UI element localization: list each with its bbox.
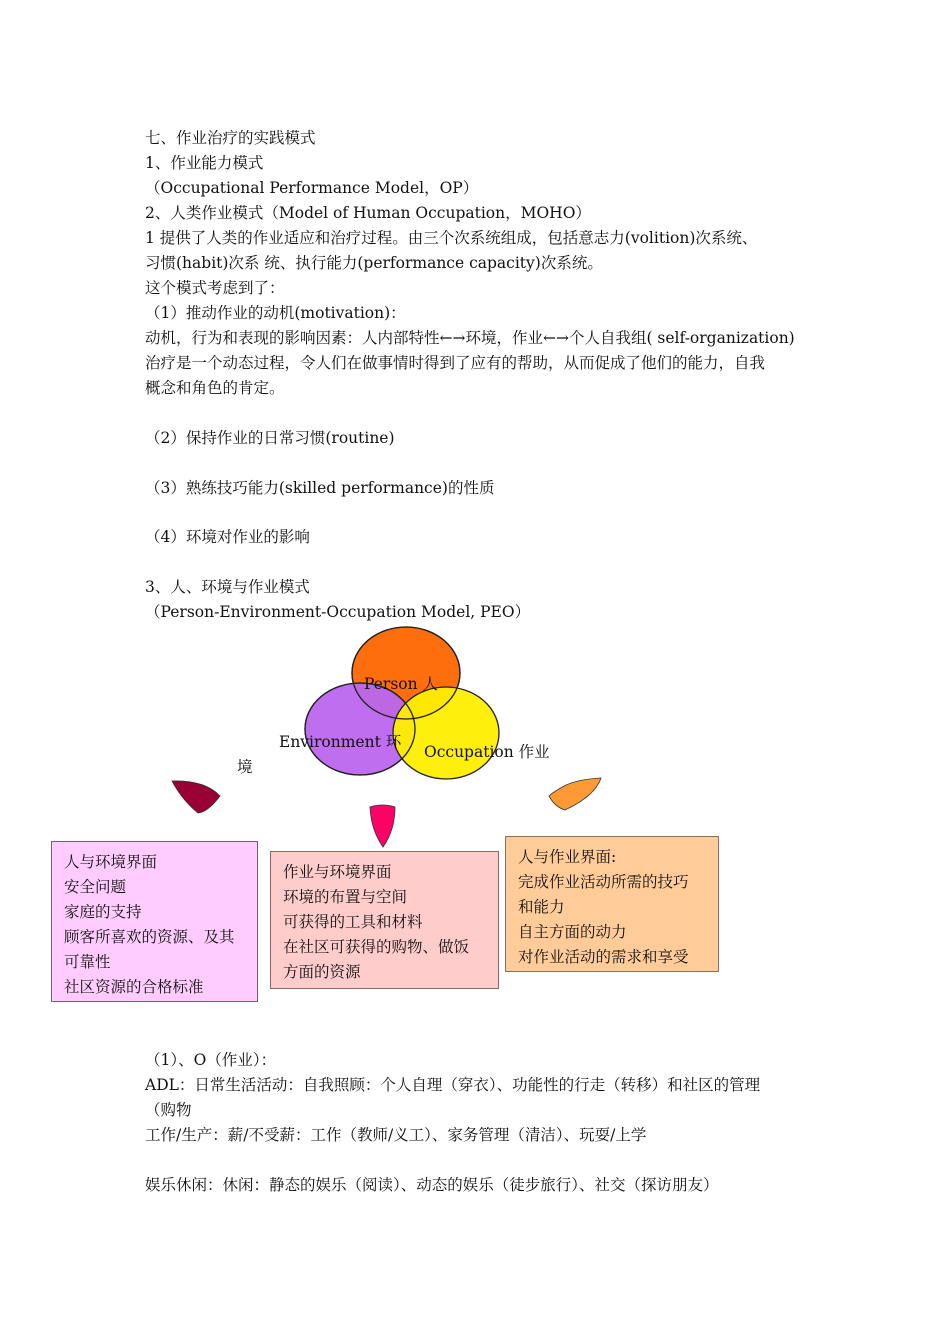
heading-peo-model: 3、人、环境与作业模式: [145, 578, 310, 596]
box-line: 环境的布置与空间: [283, 888, 408, 906]
peo-model-english: （Person-Environment-Occupation Model, PEO）: [145, 603, 531, 621]
box-line: 在社区可获得的购物、做饭: [283, 938, 470, 956]
heading-op-model: 1、作业能力模式: [145, 154, 264, 172]
person-label: Person 人: [364, 675, 439, 693]
box-line: 顾客所喜欢的资源、及其: [64, 928, 235, 946]
occupation-environment-box: [270, 851, 499, 989]
occupation-circle: [393, 687, 499, 779]
heading-moho-model: 2、人类作业模式（Model of Human Occupation，MOHO）: [145, 204, 591, 222]
therapy-process-line-1: 治疗是一个动态过程，令人们在做事情时得到了应有的帮助，从而促成了他们的能力，自我: [145, 354, 766, 372]
middle-petal-shape: [370, 805, 395, 847]
adl-description: ADL：日常生活活动：自我照顾：个人自理（穿衣）、功能性的行走（转移）和社区的管理: [145, 1076, 761, 1094]
leisure-description: 娱乐休闲：休闲：静态的娱乐（阅读）、动态的娱乐（徒步旅行）、社交（探访朋友）: [145, 1176, 719, 1194]
box-line: 和能力: [518, 898, 565, 916]
moho-description-line-1: 1 提供了人类的作业适应和治疗过程。由三个次系统组成，包括意志力(volition)次系统、: [145, 229, 758, 247]
item-routine: （2）保持作业的日常习惯(routine): [145, 429, 395, 447]
box-line: 可靠性: [64, 953, 111, 971]
item-skilled-performance: （3）熟练技巧能力(skilled performance)的性质: [145, 479, 495, 497]
box-line: 安全问题: [64, 878, 127, 896]
work-production-description: 工作/生产：薪/不受薪：工作（教师/义工）、家务管理（清洁）、玩耍/上学: [145, 1126, 647, 1144]
item-occupation: （1）、O（作业）：: [145, 1051, 277, 1069]
box-line: 社区资源的合格标准: [64, 978, 204, 996]
motivation-factors: 动机，行为和表现的影响因素：人内部特性←→环境，作业←→个人自我组( self-organization): [145, 329, 795, 347]
box-line: 对作业活动的需求和享受: [518, 948, 689, 966]
item-motivation: （1）推动作业的动机(motivation)：: [145, 304, 406, 322]
box-line: 可获得的工具和材料: [283, 913, 423, 931]
left-petal-shape: [172, 781, 220, 813]
right-petal-shape: [549, 778, 601, 810]
box-line: 人与环境界面: [64, 853, 158, 871]
person-environment-box: [51, 841, 258, 1002]
occupation-label: Occupation 作业: [424, 743, 550, 761]
op-model-english: （Occupational Performance Model，OP）: [145, 179, 479, 197]
adl-description-cont: （购物: [145, 1101, 192, 1119]
box-line: 作业与环境界面: [283, 863, 392, 881]
box-line: 完成作业活动所需的技巧: [518, 873, 689, 891]
model-considers-intro: 这个模式考虑到了：: [145, 279, 285, 297]
environment-label: Environment 环: [279, 733, 402, 751]
therapy-process-line-2: 概念和角色的肯定。: [145, 379, 285, 397]
box-line: 人与作业界面:: [518, 848, 617, 866]
item-environment-influence: （4）环境对作业的影响: [145, 528, 310, 546]
environment-label-continued: 境: [237, 758, 253, 776]
person-occupation-box: [505, 836, 719, 972]
box-line: 自主方面的动力: [518, 923, 627, 941]
moho-description-line-2: 习惯(habit)次系 统、执行能力(performance capacity)次系统。: [145, 254, 603, 272]
box-line: 方面的资源: [283, 963, 361, 981]
section-heading-practice-models: 七、作业治疗的实践模式: [145, 129, 316, 147]
box-line: 家庭的支持: [64, 903, 142, 921]
